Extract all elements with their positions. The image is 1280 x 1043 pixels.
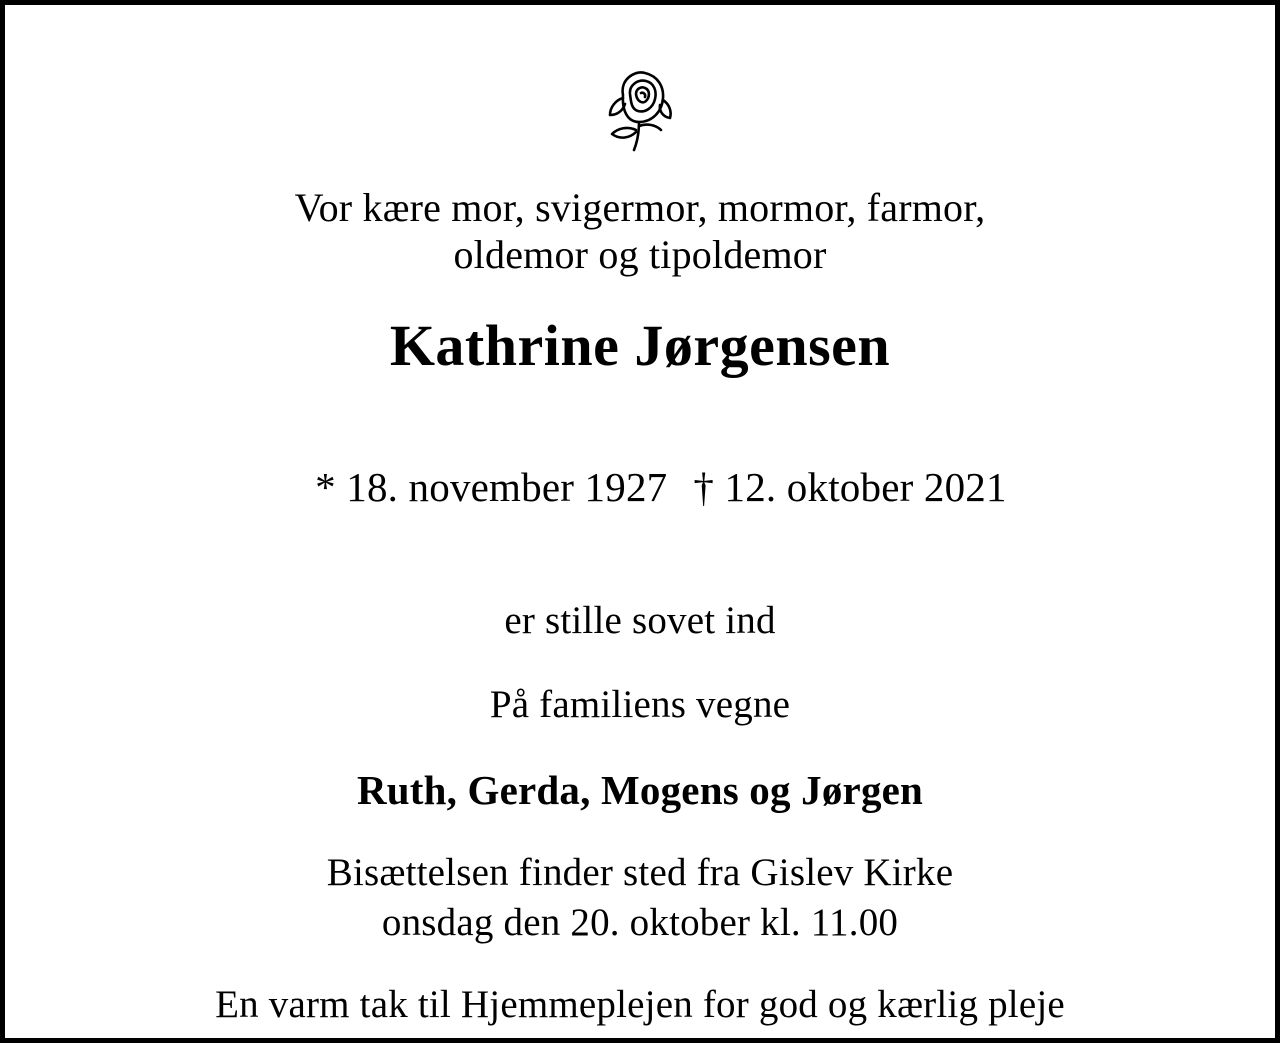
survivors-names: Ruth, Gerda, Mogens og Jørgen <box>356 766 924 813</box>
death-date: † 12. oktober 2021 <box>693 463 1007 510</box>
thanks-text: En varm tak til Hjemmeplejen for god og kærlig pleje <box>215 982 1065 1026</box>
relation-line-1: Vor kære mor, svigermor, mormor, farmor, <box>294 184 986 230</box>
relation-line-2: oldemor og tipoldemor <box>453 231 827 277</box>
passing-text: er stille sovet ind <box>504 598 776 642</box>
funeral-details <box>327 850 953 946</box>
birth-date: * 18. november 1927 <box>315 463 668 510</box>
behalf-text: På familiens vegne <box>489 682 791 726</box>
deceased-name: Kathrine Jørgensen <box>389 312 891 378</box>
rose-icon <box>585 59 695 158</box>
funeral-line-1: Bisættelsen finder sted fra Gislev Kirke <box>326 850 954 894</box>
funeral-line-2: onsdag den 20. oktober kl. 11.00 <box>381 900 899 944</box>
relation-text <box>295 184 986 278</box>
life-dates <box>273 414 1006 559</box>
